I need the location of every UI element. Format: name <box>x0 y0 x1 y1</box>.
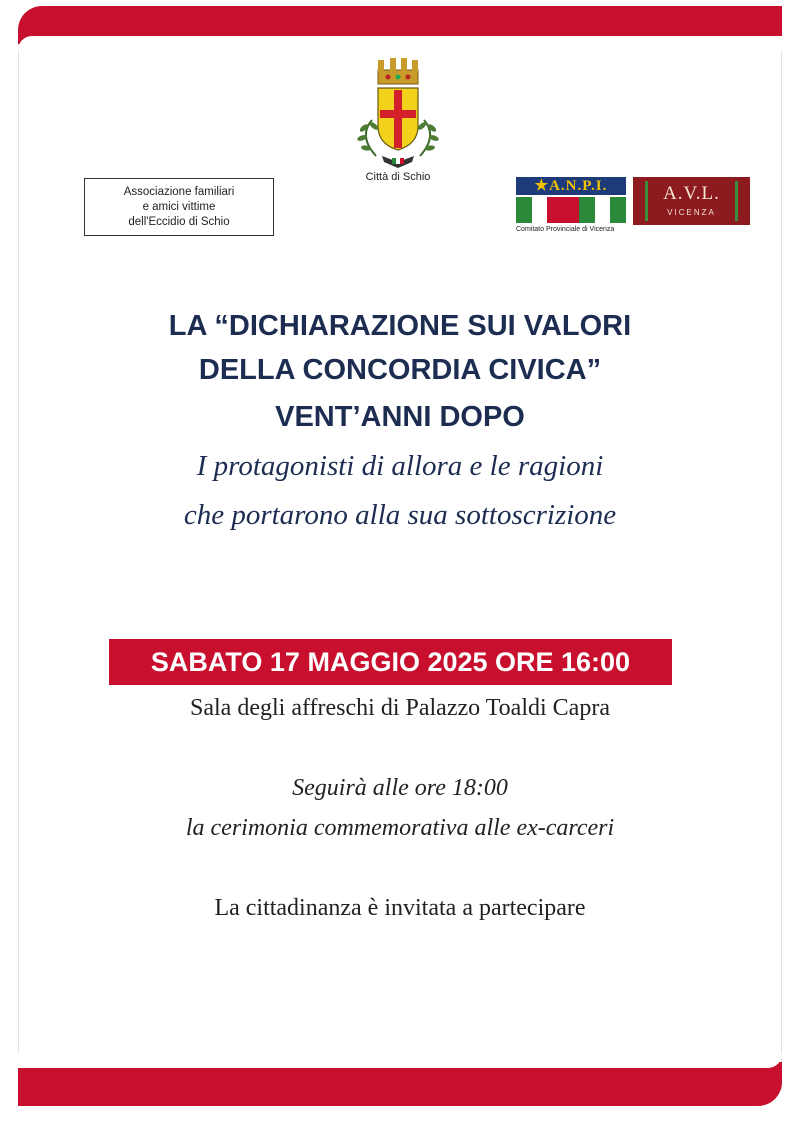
follow-up-line: Seguirà alle ore 18:00 <box>292 775 508 801</box>
anpi-caption: Comitato Provinciale di Vicenza <box>516 226 615 233</box>
title-line: VENT’ANNI DOPO <box>275 401 525 433</box>
association-line: e amici vittime <box>142 200 216 213</box>
anpi-logo-text: ★A.N.P.I. <box>516 177 626 195</box>
event-venue: Sala degli affreschi di Palazzo Toaldi Capra <box>190 695 610 721</box>
page-border-right <box>781 30 782 1090</box>
city-name-label: Città di Schio <box>365 171 431 183</box>
city-crest-icon <box>346 56 450 176</box>
title-line: LA “DICHIARAZIONE SUI VALORI <box>168 310 632 342</box>
event-date-banner: SABATO 17 MAGGIO 2025 ORE 16:00 <box>109 639 672 685</box>
association-line: dell'Eccidio di Schio <box>128 215 230 228</box>
anpi-flag-stripes <box>516 197 626 223</box>
title-line: DELLA CONCORDIA CIVICA” <box>198 354 602 386</box>
association-line: Associazione familiari <box>123 185 235 198</box>
page-border-left <box>18 30 19 1090</box>
bottom-red-band <box>18 1062 782 1106</box>
follow-up-line: la cerimonia commemorativa alle ex-carceri <box>185 815 615 841</box>
avl-logo-text: A.V.L. <box>663 183 720 204</box>
avl-logo-panel <box>645 181 738 221</box>
avl-logo-subtext: VICENZA <box>667 208 716 217</box>
subtitle-line: che portarono alla sua sottoscrizione <box>183 499 617 531</box>
subtitle-line: I protagonisti di allora e le ragioni <box>196 450 604 482</box>
anpi-logo <box>516 177 626 225</box>
top-band-cutout <box>18 36 782 50</box>
invitation-text: La cittadinanza è invitata a partecipare <box>214 895 586 921</box>
association-box <box>84 178 274 236</box>
avl-logo <box>633 177 750 225</box>
bottom-band-cutout <box>18 1054 782 1068</box>
